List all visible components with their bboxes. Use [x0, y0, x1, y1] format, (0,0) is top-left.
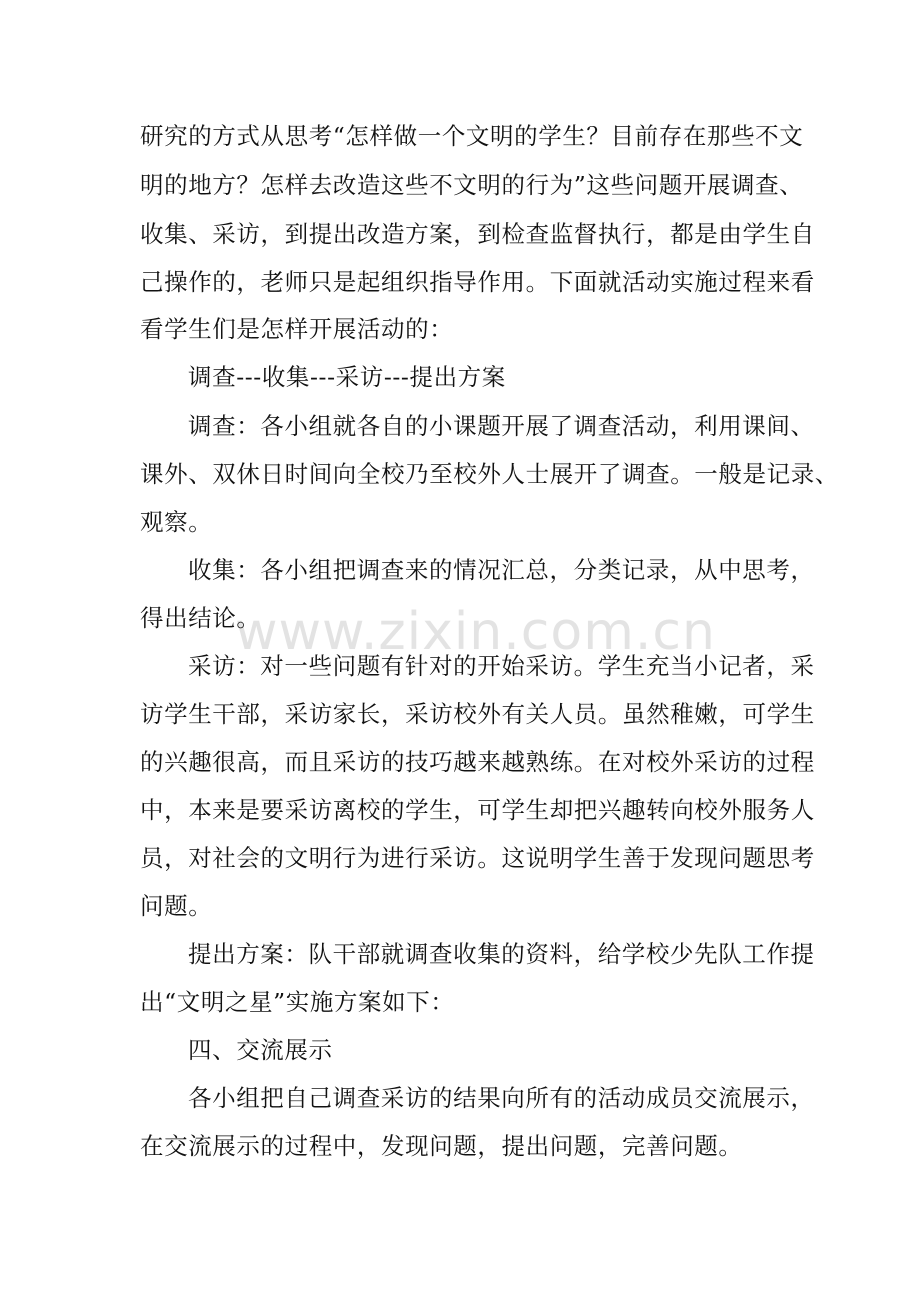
- text-line: 在交流展示的过程中，发现问题，提出问题，完善问题。: [140, 1132, 743, 1160]
- text-line: 明的地方？怎样去改造这些不文明的行为”这些问题开展调查、: [140, 171, 804, 199]
- text-line: 收集：各小组把调查来的情况汇总，分类记录，从中思考，: [188, 556, 815, 584]
- text-line: 收集、采访，到提出改造方案，到检查监督执行，都是由学生自: [140, 220, 815, 248]
- section-heading: 调查---收集---采访---提出方案: [188, 363, 506, 391]
- text-line: 己操作的，老师只是起组织指导作用。下面就活动实施过程来看: [140, 268, 815, 296]
- watermark: www.zixin.com.cn: [235, 602, 716, 662]
- text-line: 采访：对一些问题有针对的开始采访。学生充当小记者，采: [188, 652, 815, 680]
- text-line: 的兴趣很高，而且采访的技巧越来越熟练。在对校外采访的过程: [140, 748, 815, 776]
- text-line: 课外、双休日时间向全校乃至校外人士展开了调查。一般是记录、: [140, 460, 839, 488]
- text-line: 各小组把自己调查采访的结果向所有的活动成员交流展示，: [188, 1084, 815, 1112]
- text-line: 提出方案：队干部就调查收集的资料，给学校少先队工作提: [188, 940, 815, 968]
- text-line: 问题。: [140, 892, 213, 920]
- text-line: 得出结论。: [140, 604, 261, 632]
- text-line: 员，对社会的文明行为进行采访。这说明学生善于发现问题思考: [140, 844, 815, 872]
- text-line: 研究的方式从思考“怎样做一个文明的学生？目前存在那些不文: [140, 122, 804, 150]
- text-line: 观察。: [140, 508, 213, 536]
- text-line: 中，本来是要采访离校的学生，可学生却把兴趣转向校外服务人: [140, 796, 815, 824]
- text-line: 出“文明之星”实施方案如下：: [140, 988, 455, 1016]
- text-line: 访学生干部，采访家长，采访校外有关人员。虽然稚嫩，可学生: [140, 700, 815, 728]
- text-line: 调查：各小组就各自的小课题开展了调查活动，利用课间、: [188, 412, 815, 440]
- text-line: 看学生们是怎样开展活动的：: [140, 315, 454, 343]
- section-heading: 四、交流展示: [188, 1036, 333, 1064]
